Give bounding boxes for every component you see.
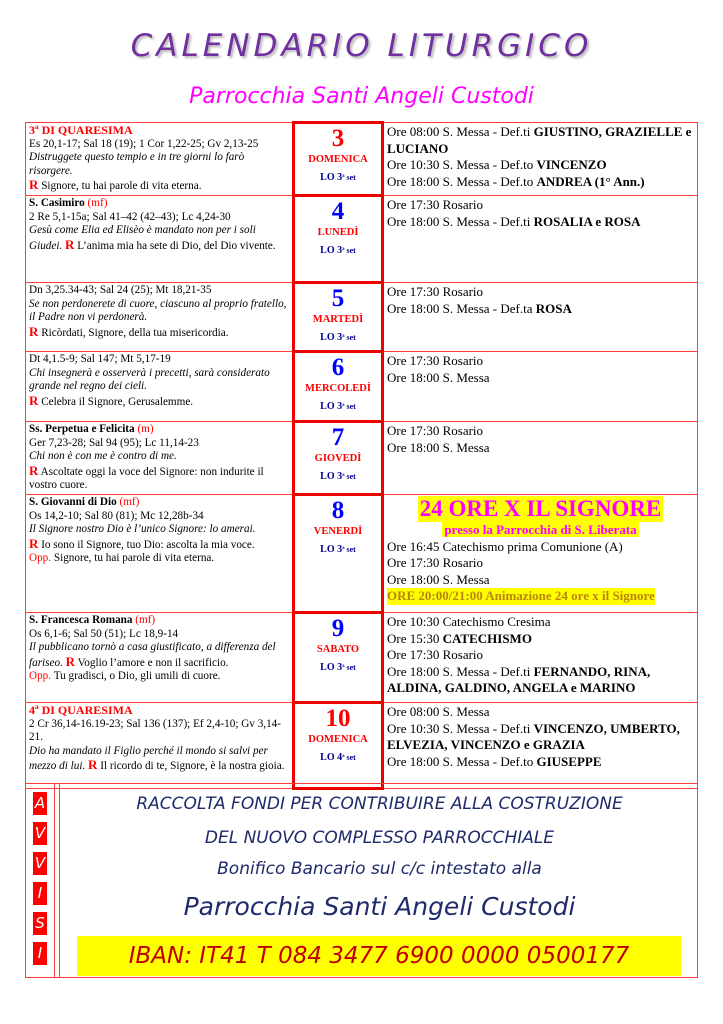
day-name: SABATO	[316, 643, 360, 655]
saint-line	[29, 496, 289, 510]
event-text: Ore 08:00 S. Messa	[387, 703, 490, 719]
notice-parish-name: Parrocchia Santi Angeli Custodi	[183, 892, 576, 921]
notice-line-1: RACCOLTA FONDI PER CONTRIBUIRE ALLA COSTRUZIONE	[136, 794, 623, 814]
response-label: R	[65, 653, 76, 669]
event-text: Ore 17:30 Rosario	[387, 647, 484, 663]
event-line	[387, 214, 694, 231]
antiphon: Il Signore nostro Dio è l’unico Signore: lo amerai.	[29, 523, 256, 536]
event-text: Ore 18:00 S. Messa	[387, 571, 490, 587]
response: Ascoltate oggi la voce del Signore: non indurite il vostro cuore.	[29, 465, 264, 492]
event-text: Ore 10:30 S. Messa - Def.to	[387, 157, 537, 173]
day-number: 10	[325, 704, 351, 732]
response-label: R	[29, 177, 39, 193]
event-line	[387, 572, 694, 589]
opp-label: Opp.	[29, 552, 52, 565]
liturgy-of-hours	[298, 327, 378, 349]
liturgical-title: 4ª DI QUARESIMA	[29, 702, 133, 717]
saint-name: S. Casimiro	[29, 196, 85, 209]
event-names: CATECHISMO	[442, 630, 532, 646]
avvisi-letter: A	[33, 792, 47, 815]
event-line	[387, 197, 694, 214]
table-row	[26, 195, 698, 282]
antiphon-block	[29, 151, 289, 194]
liturgy-cell	[26, 702, 294, 788]
special-title: 24 ORE X IL SIGNORE	[419, 495, 662, 521]
lo-set: ª set	[342, 332, 356, 342]
day-name: MERCOLEDÌ	[305, 382, 371, 394]
lo-week: LO 3	[320, 331, 343, 343]
readings: Es 20,1-17; Sal 18 (19); 1 Cor 1,22-25; Gv 2,13-25	[29, 137, 259, 150]
readings: Ger 7,23-28; Sal 94 (95); Lc 11,14-23	[29, 436, 199, 449]
day-cell	[294, 282, 383, 351]
antiphon: Il pubblicano tornò a casa giustificato, a differenza del fariseo.	[29, 641, 276, 669]
event-names: ROSALIA e ROSA	[533, 213, 641, 229]
calendar-table	[25, 121, 698, 790]
saint-rank: (m)	[137, 422, 154, 435]
liturgy-cell	[26, 421, 294, 494]
event-text: Ore 08:00 S. Messa - Def.ti	[387, 124, 534, 139]
liturgy-of-hours	[298, 167, 378, 189]
response: Signore, tu hai parole di vita eterna.	[41, 180, 202, 193]
event-text: Ore 18:00 S. Messa	[387, 369, 490, 385]
day-name: LUNEDÌ	[317, 226, 359, 238]
liturgy-cell	[26, 282, 294, 351]
event-line	[387, 721, 694, 754]
response-label: R	[29, 323, 39, 339]
saint-name: Ss. Perpetua e Felicita	[29, 422, 135, 435]
readings: 2 Re 5,1-15a; Sal 41–42 (42–43); Lc 4,24-30	[29, 210, 231, 223]
event-text: Ore 18:00 S. Messa - Def.to	[387, 753, 537, 769]
liturgy-of-hours	[298, 657, 378, 679]
event-line	[387, 423, 694, 440]
table-row	[26, 351, 698, 421]
response-label: R	[29, 535, 39, 551]
special-event-line	[387, 588, 694, 605]
day-name: GIOVEDÌ	[314, 452, 362, 464]
event-line	[387, 614, 694, 631]
day-cell	[294, 494, 383, 612]
lo-week: LO 3	[320, 172, 343, 183]
day-number: 3	[331, 125, 345, 152]
readings: Os 6,1-6; Sal 50 (51); Lc 18,9-14	[29, 627, 179, 640]
event-text: Ore 15:30	[387, 630, 443, 646]
lo-set: ª set	[342, 544, 356, 554]
event-text: Ore 17:30 Rosario	[387, 283, 484, 299]
event-line	[387, 647, 694, 664]
liturgy-cell	[26, 612, 294, 702]
event-text: Ore 17:30 Rosario	[387, 352, 484, 368]
event-text: Ore 17:30 Rosario	[387, 422, 484, 438]
opp-response: Tu gradisci, o Dio, gli umili di cuore.	[53, 670, 221, 683]
event-line	[387, 157, 694, 174]
day-name: DOMENICA	[308, 154, 368, 165]
liturgy-cell	[26, 195, 294, 282]
saint-name: S. Giovanni di Dio	[29, 495, 117, 508]
notice-box	[25, 783, 698, 978]
liturgy-of-hours	[298, 396, 378, 418]
day-name: VENERDÌ	[313, 525, 363, 537]
event-line	[387, 353, 694, 370]
avvisi-letter: V	[33, 852, 47, 875]
response: L’anima mia ha sete di Dio, del Dio vivente.	[77, 239, 276, 252]
response-label: R	[65, 236, 75, 252]
event-text: Ore 16:45 Catechismo prima Comunione (A)	[387, 538, 623, 554]
opp-response: Signore, tu hai parole di vita eterna.	[53, 552, 215, 565]
event-text: Ore 10:30 S. Messa - Def.ti	[387, 720, 534, 736]
antiphon-block	[29, 745, 289, 774]
response: Voglio l’amore e non il sacrificio.	[77, 656, 229, 669]
event-line	[387, 631, 694, 648]
readings: Dn 3,25.34-43; Sal 24 (25); Mt 18,21-35	[29, 283, 212, 296]
saint-name: S. Francesca Romana	[29, 613, 133, 626]
event-line	[387, 704, 694, 721]
lo-week: LO 3	[320, 661, 343, 673]
response-label: R	[29, 462, 39, 478]
lo-week: LO 3	[320, 400, 343, 412]
saint-line	[29, 197, 289, 211]
special-sub-wrap	[387, 522, 694, 539]
event-line	[387, 664, 694, 697]
divider	[59, 784, 60, 977]
response-label: R	[88, 757, 98, 773]
event-text: Ore 17:30 Rosario	[387, 196, 484, 212]
saint-line	[29, 614, 289, 628]
day-number: 5	[331, 284, 345, 312]
events-cell	[383, 123, 698, 196]
events-cell	[383, 282, 698, 351]
events-cell	[383, 494, 698, 612]
liturgical-title: 3ª DI QUARESIMA	[29, 123, 133, 137]
liturgy-of-hours	[298, 466, 378, 488]
table-row	[26, 421, 698, 494]
liturgy-cell	[26, 351, 294, 421]
antiphon-block	[29, 641, 289, 684]
liturgy-cell	[26, 123, 294, 196]
lo-set: ª set	[342, 245, 356, 255]
response: Io sono il Signore, tuo Dio: ascolta la mia voce.	[41, 538, 255, 551]
table-row	[26, 123, 698, 196]
event-line	[387, 440, 694, 457]
iban: IBAN: IT41 T 084 3477 6900 0000 0500177	[77, 936, 681, 976]
event-line	[387, 174, 694, 191]
event-names: VINCENZO	[536, 157, 607, 173]
avvisi-letter: S	[33, 912, 47, 935]
saint-rank: (mf)	[135, 613, 156, 626]
day-cell	[294, 612, 383, 702]
event-names: VINCENZO, UMBERTO, ELVEZIA, VINCENZO e GRAZIA	[387, 720, 680, 753]
lo-set: ª set	[342, 471, 356, 481]
special-event: ORE 20:00/21:00 Animazione 24 ore x il Signore	[387, 588, 655, 604]
antiphon-block	[29, 224, 289, 253]
lo-set: ª set	[342, 662, 356, 672]
antiphon: Gesù come Elia ed Elisèo è mandato non per i soli Giudei.	[29, 224, 256, 252]
day-name: DOMENICA	[308, 733, 368, 745]
day-cell	[294, 421, 383, 494]
antiphon: Se non perdonerete di cuore, ciascuno al proprio fratello, il Padre non vi perdonerà.	[29, 297, 287, 324]
event-text: Ore 17:30 Rosario	[387, 555, 484, 571]
antiphon: Dio ha mandato il Figlio perché il mondo si salvi per mezzo di lui.	[29, 744, 268, 773]
event-text: Ore 18:00 S. Messa - Def.ti	[387, 663, 534, 679]
table-row	[26, 282, 698, 351]
page-title: CALENDARIO LITURGICO	[130, 28, 593, 64]
antiphon-block	[29, 367, 289, 410]
lo-set: ª set	[342, 173, 356, 182]
saint-rank: (mf)	[87, 196, 108, 209]
opp-label: Opp.	[29, 670, 52, 683]
liturgy-of-hours	[298, 747, 378, 769]
lo-week: LO 4	[320, 751, 343, 763]
liturgy-of-hours	[298, 240, 378, 262]
lo-week: LO 3	[320, 543, 343, 555]
lo-week: LO 3	[320, 470, 343, 482]
event-names: GIUSTINO, GRAZIELLE e LUCIANO	[387, 124, 692, 156]
response: Il ricordo di te, Signore, è la nostra gioia.	[100, 760, 285, 773]
saint-line	[29, 423, 289, 437]
event-names: FERNANDO, RINA, ALDINA, GALDINO, ANGELA e MARINO	[387, 663, 651, 696]
day-number: 9	[331, 614, 345, 642]
event-names: ANDREA (1° Ann.)	[536, 173, 645, 189]
event-text: Ore 18:00 S. Messa	[387, 439, 490, 455]
events-cell	[383, 702, 698, 788]
event-text: Ore 18:00 S. Messa - Def.to	[387, 173, 537, 189]
events-cell	[383, 612, 698, 702]
notice-line-2: DEL NUOVO COMPLESSO PARROCCHIALE	[204, 828, 555, 848]
avvisi-letter: V	[33, 822, 47, 845]
antiphon: Chi non è con me è contro di me.	[29, 450, 177, 463]
event-line	[387, 301, 694, 318]
table-row	[26, 494, 698, 612]
table-row	[26, 702, 698, 788]
event-names: ROSA	[535, 300, 572, 316]
day-number: 6	[331, 353, 345, 381]
event-line	[387, 754, 694, 771]
response-label: R	[29, 392, 39, 408]
event-names: GIUSEPPE	[536, 753, 602, 769]
avvisi-letter: I	[33, 942, 47, 965]
antiphon-block	[29, 450, 289, 493]
event-line	[387, 124, 694, 157]
antiphon-block	[29, 298, 289, 341]
parish-subtitle: Parrocchia Santi Angeli Custodi	[189, 84, 534, 109]
avvisi-side-label	[26, 784, 55, 977]
response: Celebra il Signore, Gerusalemme.	[41, 395, 194, 408]
readings: Dt 4,1.5-9; Sal 147; Mt 5,17-19	[29, 352, 171, 365]
avvisi-letter: I	[33, 882, 47, 905]
event-text: Ore 10:30 Catechismo Cresima	[387, 613, 551, 629]
lo-week: LO 3	[320, 244, 343, 256]
event-text: Ore 18:00 S. Messa - Def.ta	[387, 300, 536, 316]
lo-set: ª set	[342, 752, 356, 762]
events-cell	[383, 421, 698, 494]
lo-set: ª set	[342, 401, 356, 411]
notice-line-3: Bonifico Bancario sul c/c intestato alla	[217, 859, 542, 879]
readings: 2 Cr 36,14-16.19-23; Sal 136 (137); Ef 2,4-10; Gv 3,14-21.	[29, 717, 282, 744]
event-line	[387, 555, 694, 572]
special-header	[387, 496, 694, 522]
event-line	[387, 539, 694, 556]
event-line	[387, 284, 694, 301]
event-text: Ore 18:00 S. Messa - Def.ti	[387, 213, 534, 229]
response: Ricòrdati, Signore, della tua misericordia.	[41, 326, 229, 339]
day-cell	[294, 702, 383, 788]
day-cell	[294, 351, 383, 421]
antiphon: Chi insegnerà e osserverà i precetti, sarà considerato grande nel regno dei cieli.	[29, 366, 270, 393]
day-name: MARTEDÌ	[312, 313, 364, 325]
day-number: 4	[331, 197, 345, 225]
events-cell	[383, 351, 698, 421]
day-cell	[294, 195, 383, 282]
antiphon-block	[29, 523, 289, 566]
day-number: 8	[331, 496, 345, 524]
saint-rank: (mf)	[119, 495, 140, 508]
events-cell	[383, 195, 698, 282]
liturgy-of-hours	[298, 539, 378, 561]
event-line	[387, 370, 694, 387]
readings: Os 14,2-10; Sal 80 (81); Mc 12,28b-34	[29, 509, 204, 522]
table-row	[26, 612, 698, 702]
day-number: 7	[331, 423, 345, 451]
day-cell	[294, 123, 383, 196]
antiphon: Distruggete questo tempio e in tre giorni lo farò risorgere.	[29, 151, 245, 177]
special-subtitle: presso la Parrocchia di S. Liberata	[444, 521, 637, 537]
liturgy-cell	[26, 494, 294, 612]
